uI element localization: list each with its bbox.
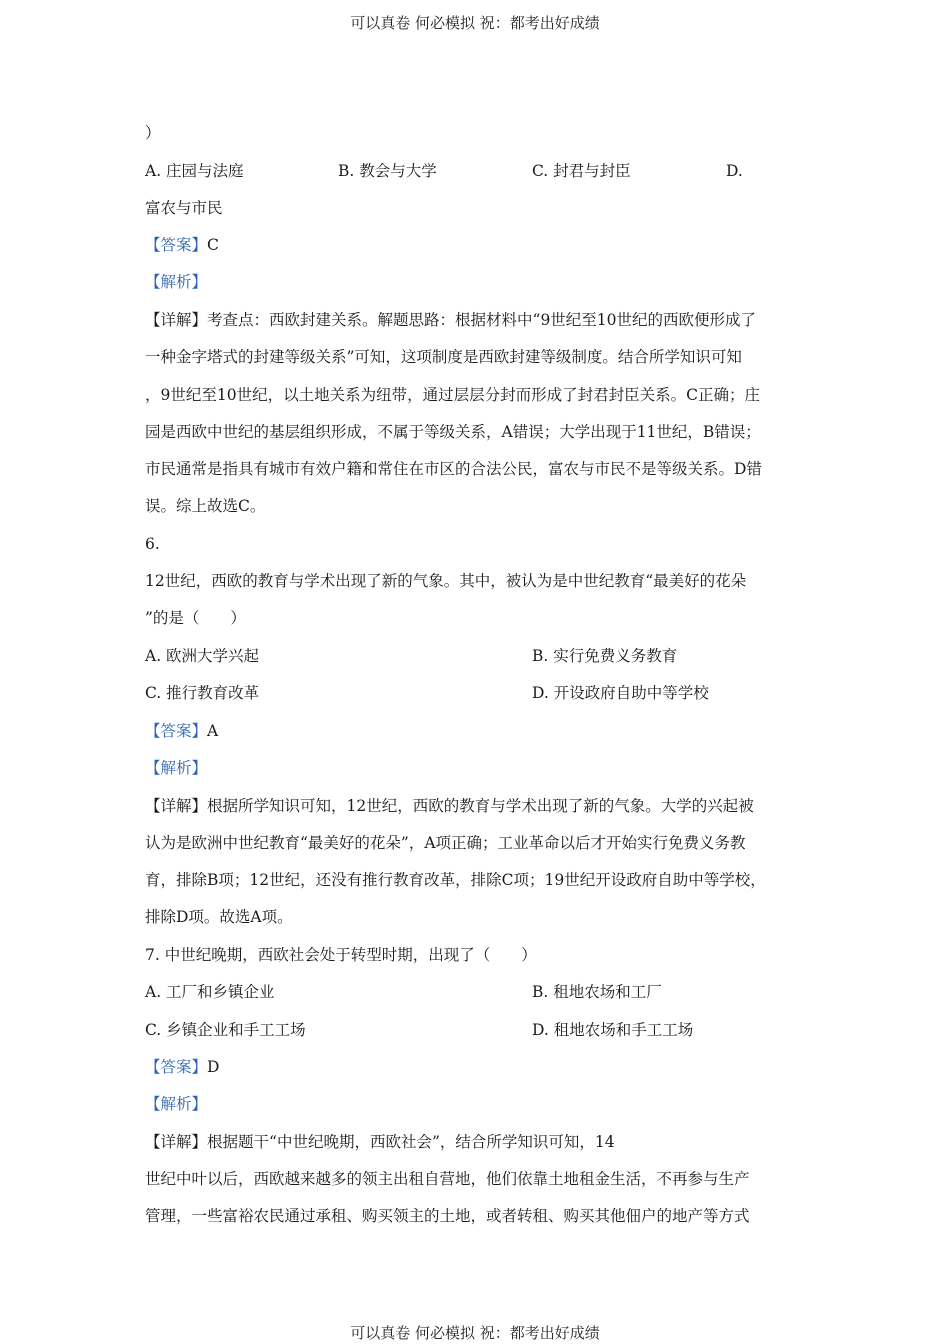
q5-paren: ） — [145, 124, 161, 142]
q5-detail-line: 一种金字塔式的封建等级关系”可知，这项制度是西欧封建等级制度。结合所学知识可知 — [145, 348, 742, 366]
q5-option-a: A. 庄园与法庭 — [145, 162, 244, 180]
detail-tag: 【详解】 — [145, 797, 208, 815]
q6-option-a: A. 欧洲大学兴起 — [145, 647, 260, 665]
q6-detail-line — [145, 795, 754, 817]
answer-tag: 【答案】 — [145, 1058, 208, 1076]
detail-tag: 【详解】 — [145, 1133, 208, 1151]
q7-analysis-tag: 【解析】 — [145, 1095, 208, 1113]
q5-option-c: C. 封君与封臣 — [532, 162, 631, 180]
q6-analysis-tag: 【解析】 — [145, 759, 208, 777]
q6-detail-line: 认为是欧洲中世纪教育“最美好的花朵”，A项正确；工业革命以后才开始实行免费义务教 — [145, 834, 746, 852]
answer-tag: 【答案】 — [145, 236, 208, 254]
q6-option-b: B. 实行免费义务教育 — [532, 647, 678, 665]
q6-answer — [145, 720, 218, 742]
q6-number: 6. — [145, 535, 160, 553]
q6-option-c: C. 推行教育改革 — [145, 684, 260, 702]
q5-detail-line — [145, 309, 756, 331]
q6-option-d: D. 开设政府自助中等学校 — [532, 684, 709, 702]
q7-detail-line: 世纪中叶以后，西欧越来越多的领主出租自营地，他们依靠土地租金生活，不再参与生产 — [145, 1170, 750, 1188]
q7-option-b: B. 租地农场和工厂 — [532, 983, 662, 1001]
detail-text: 根据所学知识可知，12世纪，西欧的教育与学术出现了新的气象。大学的兴起被 — [207, 797, 754, 815]
detail-tag: 【详解】 — [145, 311, 208, 329]
q5-option-b: B. 教会与大学 — [338, 162, 437, 180]
q7-stem: 7. 中世纪晚期，西欧社会处于转型时期，出现了（ ） — [145, 946, 537, 964]
q5-detail-line: 误。综上故选C。 — [145, 497, 266, 515]
q6-stem-line: 12世纪，西欧的教育与学术出现了新的气象。其中，被认为是中世纪教育“最美好的花朵 — [145, 572, 747, 590]
q7-answer — [145, 1056, 219, 1078]
q5-option-d-text: 富农与市民 — [145, 199, 223, 217]
answer-value: D — [207, 1058, 220, 1076]
answer-value: C — [207, 236, 219, 254]
q7-option-d: D. 租地农场和手工工场 — [532, 1021, 694, 1039]
q5-detail-line: 园是西欧中世纪的基层组织形成，不属于等级关系，A错误；大学出现于11世纪，B错误； — [145, 423, 761, 441]
answer-tag: 【答案】 — [145, 722, 208, 740]
page-footer: 可以真卷 何必模拟 祝：都考出好成绩 — [350, 1324, 600, 1342]
q7-option-c: C. 乡镇企业和手工工场 — [145, 1021, 306, 1039]
q6-detail-line: 育，排除B项；12世纪，还没有推行教育改革，排除C项；19世纪开设政府自助中等学校， — [145, 871, 766, 889]
q5-detail-line: ，9世纪至10世纪，以土地关系为纽带，通过层层分封而形成了封君封臣关系。C正确；庄 — [145, 386, 760, 404]
detail-text: 考查点：西欧封建关系。解题思路：根据材料中“9世纪至10世纪的西欧便形成了 — [207, 311, 757, 329]
q7-option-a: A. 工厂和乡镇企业 — [145, 983, 275, 1001]
q5-option-d: D. — [726, 162, 743, 180]
q5-answer — [145, 234, 219, 256]
detail-text: 根据题干“中世纪晚期，西欧社会”，结合所学知识可知，14 — [207, 1133, 615, 1151]
answer-value: A — [207, 722, 219, 740]
q5-detail-line: 市民通常是指具有城市有效户籍和常住在市区的合法公民，富农与市民不是等级关系。D错 — [145, 460, 762, 478]
page-header: 可以真卷 何必模拟 祝：都考出好成绩 — [350, 14, 600, 32]
q6-detail-line: 排除D项。故选A项。 — [145, 908, 293, 926]
q7-detail-line: 管理，一些富裕农民通过承租、购买领主的土地，或者转租、购买其他佃户的地产等方式 — [145, 1207, 750, 1225]
q5-analysis-tag: 【解析】 — [145, 273, 208, 291]
q6-stem-line: ”的是（ ） — [145, 609, 246, 627]
q7-detail-line — [145, 1131, 615, 1153]
